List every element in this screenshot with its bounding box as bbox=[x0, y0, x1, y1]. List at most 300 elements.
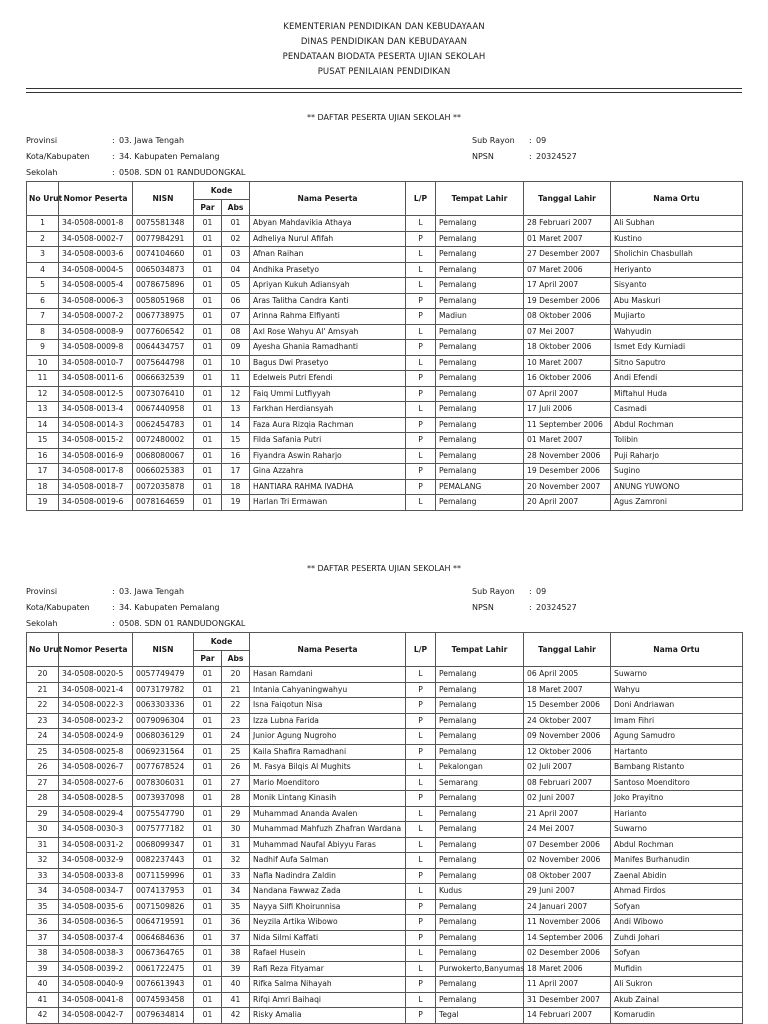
col-nama-peserta: Nama Peserta bbox=[250, 182, 406, 216]
col-nisn: NISN bbox=[133, 182, 194, 216]
cell-kode-par: 01 bbox=[194, 806, 222, 822]
cell-nama-ortu: Abdul Rochman bbox=[611, 417, 743, 433]
cell-tempat-lahir: Pemalang bbox=[436, 371, 524, 387]
cell-kode-par: 01 bbox=[194, 479, 222, 495]
cell-nama-peserta: Rafi Reza Fityamar bbox=[250, 961, 406, 977]
cell-nama-peserta: Nadhif Aufa Salman bbox=[250, 853, 406, 869]
cell-tempat-lahir: Pemalang bbox=[436, 340, 524, 356]
cell-nama-ortu: Komarudin bbox=[611, 1008, 743, 1024]
cell-nama-ortu: Agus Zamroni bbox=[611, 495, 743, 511]
cell-tempat-lahir: Pemalang bbox=[436, 915, 524, 931]
cell-nisn: 0064684636 bbox=[133, 930, 194, 946]
cell-nomor-peserta: 34-0508-0026-7 bbox=[59, 760, 133, 776]
cell-tempat-lahir: Pemalang bbox=[436, 464, 524, 480]
cell-lp: L bbox=[406, 822, 436, 838]
cell-tanggal-lahir: 07 Desember 2006 bbox=[524, 837, 611, 853]
colon: : bbox=[529, 152, 532, 161]
table-row bbox=[27, 853, 743, 869]
cell-kode-par: 01 bbox=[194, 760, 222, 776]
cell-nomor-peserta: 34-0508-0040-9 bbox=[59, 977, 133, 993]
cell-kode-abs: 03 bbox=[222, 247, 250, 263]
cell-nama-ortu: Bambang Ristanto bbox=[611, 760, 743, 776]
cell-nisn: 0077678524 bbox=[133, 760, 194, 776]
cell-nomor-peserta: 34-0508-0009-8 bbox=[59, 340, 133, 356]
cell-tempat-lahir: Pemalang bbox=[436, 853, 524, 869]
cell-nama-ortu: Harianto bbox=[611, 806, 743, 822]
cell-nama-ortu: Ali Subhan bbox=[611, 216, 743, 232]
cell-nama-peserta: Nandana Fawwaz Zada bbox=[250, 884, 406, 900]
cell-nama-peserta: M. Fasya Bilqis Al Mughits bbox=[250, 760, 406, 776]
table-row bbox=[27, 355, 743, 371]
cell-lp: L bbox=[406, 278, 436, 294]
cell-nisn: 0075547790 bbox=[133, 806, 194, 822]
cell-no-urut: 4 bbox=[27, 262, 59, 278]
cell-kode-par: 01 bbox=[194, 371, 222, 387]
table-row bbox=[27, 402, 743, 418]
table-row bbox=[27, 247, 743, 263]
cell-nisn: 0067738975 bbox=[133, 309, 194, 325]
col-par: Par bbox=[194, 200, 222, 216]
cell-tanggal-lahir: 17 Juli 2006 bbox=[524, 402, 611, 418]
cell-kode-par: 01 bbox=[194, 386, 222, 402]
cell-nama-ortu: Wahyudin bbox=[611, 324, 743, 340]
cell-tanggal-lahir: 11 November 2006 bbox=[524, 915, 611, 931]
table-row bbox=[27, 884, 743, 900]
cell-nama-ortu: Ismet Edy Kurniadi bbox=[611, 340, 743, 356]
cell-tempat-lahir: Pemalang bbox=[436, 977, 524, 993]
cell-lp: P bbox=[406, 791, 436, 807]
cell-tempat-lahir: Pemalang bbox=[436, 946, 524, 962]
cell-tempat-lahir: Pemalang bbox=[436, 495, 524, 511]
colon: : bbox=[112, 152, 115, 161]
cell-nama-ortu: Suwarno bbox=[611, 667, 743, 683]
header-line-pendataan: PENDATAAN BIODATA PESERTA UJIAN SEKOLAH bbox=[282, 52, 486, 62]
table-row bbox=[27, 713, 743, 729]
cell-kode-abs: 16 bbox=[222, 448, 250, 464]
cell-tanggal-lahir: 02 Desember 2006 bbox=[524, 946, 611, 962]
cell-tempat-lahir: Pemalang bbox=[436, 822, 524, 838]
cell-nama-ortu: Miftahul Huda bbox=[611, 386, 743, 402]
cell-tempat-lahir: Pemalang bbox=[436, 386, 524, 402]
table-row bbox=[27, 309, 743, 325]
cell-tanggal-lahir: 24 Januari 2007 bbox=[524, 899, 611, 915]
cell-tempat-lahir: Pemalang bbox=[436, 682, 524, 698]
cell-no-urut: 7 bbox=[27, 309, 59, 325]
cell-no-urut: 1 bbox=[27, 216, 59, 232]
cell-no-urut: 39 bbox=[27, 961, 59, 977]
cell-lp: P bbox=[406, 977, 436, 993]
cell-nama-peserta: HANTIARA RAHMA IVADHA bbox=[250, 479, 406, 495]
colon: : bbox=[112, 168, 115, 177]
cell-no-urut: 20 bbox=[27, 667, 59, 683]
cell-nama-peserta: Apriyan Kukuh Adiansyah bbox=[250, 278, 406, 294]
cell-tanggal-lahir: 15 Desember 2006 bbox=[524, 698, 611, 714]
cell-no-urut: 24 bbox=[27, 729, 59, 745]
cell-kode-abs: 29 bbox=[222, 806, 250, 822]
col-nama-ortu: Nama Ortu bbox=[611, 182, 743, 216]
cell-nomor-peserta: 34-0508-0039-2 bbox=[59, 961, 133, 977]
cell-lp: P bbox=[406, 293, 436, 309]
participant-table bbox=[26, 181, 743, 511]
cell-tanggal-lahir: 08 Oktober 2006 bbox=[524, 309, 611, 325]
cell-nisn: 0078675896 bbox=[133, 278, 194, 294]
cell-nisn: 0075644798 bbox=[133, 355, 194, 371]
cell-nama-peserta: Afnan Raihan bbox=[250, 247, 406, 263]
cell-tanggal-lahir: 02 Juli 2007 bbox=[524, 760, 611, 776]
cell-tempat-lahir: Pekalongan bbox=[436, 760, 524, 776]
cell-kode-par: 01 bbox=[194, 744, 222, 760]
cell-nama-peserta: Mario Moenditoro bbox=[250, 775, 406, 791]
cell-nama-peserta: Edelweis Putri Efendi bbox=[250, 371, 406, 387]
cell-nisn: 0058051968 bbox=[133, 293, 194, 309]
cell-lp: P bbox=[406, 433, 436, 449]
cell-nisn: 0079096304 bbox=[133, 713, 194, 729]
cell-tanggal-lahir: 24 Oktober 2007 bbox=[524, 713, 611, 729]
cell-nomor-peserta: 34-0508-0029-4 bbox=[59, 806, 133, 822]
cell-nisn: 0067364765 bbox=[133, 946, 194, 962]
cell-nama-ortu: Heriyanto bbox=[611, 262, 743, 278]
cell-no-urut: 34 bbox=[27, 884, 59, 900]
cell-nama-ortu: Joko Prayitno bbox=[611, 791, 743, 807]
table-row bbox=[27, 682, 743, 698]
cell-tempat-lahir: Pemalang bbox=[436, 667, 524, 683]
cell-tempat-lahir: Kudus bbox=[436, 884, 524, 900]
cell-nisn: 0072480002 bbox=[133, 433, 194, 449]
table-row bbox=[27, 340, 743, 356]
cell-tanggal-lahir: 20 April 2007 bbox=[524, 495, 611, 511]
sekolah-label: Sekolah bbox=[26, 619, 58, 628]
cell-nomor-peserta: 34-0508-0031-2 bbox=[59, 837, 133, 853]
cell-no-urut: 30 bbox=[27, 822, 59, 838]
cell-nama-ortu: Abu Maskuri bbox=[611, 293, 743, 309]
cell-nisn: 0071159996 bbox=[133, 868, 194, 884]
colon: : bbox=[112, 136, 115, 145]
cell-lp: L bbox=[406, 946, 436, 962]
cell-kode-abs: 23 bbox=[222, 713, 250, 729]
cell-tanggal-lahir: 08 Februari 2007 bbox=[524, 775, 611, 791]
cell-nomor-peserta: 34-0508-0012-5 bbox=[59, 386, 133, 402]
cell-nomor-peserta: 34-0508-0027-6 bbox=[59, 775, 133, 791]
colon: : bbox=[529, 587, 532, 596]
cell-tempat-lahir: Pemalang bbox=[436, 448, 524, 464]
cell-nama-ortu: Sugino bbox=[611, 464, 743, 480]
cell-nama-ortu: Zaenal Abidin bbox=[611, 868, 743, 884]
cell-lp: P bbox=[406, 1008, 436, 1024]
cell-kode-par: 01 bbox=[194, 713, 222, 729]
cell-tempat-lahir: Pemalang bbox=[436, 216, 524, 232]
col-par: Par bbox=[194, 651, 222, 667]
cell-kode-abs: 41 bbox=[222, 992, 250, 1008]
kota-value: 34. Kabupaten Pemalang bbox=[119, 603, 220, 612]
cell-tanggal-lahir: 18 Oktober 2006 bbox=[524, 340, 611, 356]
cell-lp: P bbox=[406, 682, 436, 698]
cell-tempat-lahir: Pemalang bbox=[436, 355, 524, 371]
cell-lp: L bbox=[406, 448, 436, 464]
cell-tanggal-lahir: 07 Maret 2006 bbox=[524, 262, 611, 278]
cell-kode-abs: 31 bbox=[222, 837, 250, 853]
cell-kode-par: 01 bbox=[194, 899, 222, 915]
cell-kode-abs: 15 bbox=[222, 433, 250, 449]
participant-table bbox=[26, 632, 743, 1024]
cell-nama-peserta: Junior Agung Nugroho bbox=[250, 729, 406, 745]
cell-no-urut: 10 bbox=[27, 355, 59, 371]
cell-nomor-peserta: 34-0508-0005-4 bbox=[59, 278, 133, 294]
cell-lp: P bbox=[406, 386, 436, 402]
cell-nisn: 0064434757 bbox=[133, 340, 194, 356]
cell-tempat-lahir: Pemalang bbox=[436, 930, 524, 946]
cell-lp: L bbox=[406, 961, 436, 977]
cell-kode-abs: 36 bbox=[222, 915, 250, 931]
header-divider-top bbox=[26, 88, 742, 89]
cell-nisn: 0071509826 bbox=[133, 899, 194, 915]
cell-lp: P bbox=[406, 899, 436, 915]
cell-kode-abs: 24 bbox=[222, 729, 250, 745]
cell-kode-abs: 26 bbox=[222, 760, 250, 776]
table-row bbox=[27, 946, 743, 962]
cell-tempat-lahir: Pemalang bbox=[436, 992, 524, 1008]
cell-kode-abs: 21 bbox=[222, 682, 250, 698]
cell-no-urut: 16 bbox=[27, 448, 59, 464]
cell-kode-par: 01 bbox=[194, 946, 222, 962]
cell-kode-abs: 30 bbox=[222, 822, 250, 838]
colon: : bbox=[529, 603, 532, 612]
cell-kode-abs: 35 bbox=[222, 899, 250, 915]
cell-nama-ortu: Ali Sukron bbox=[611, 977, 743, 993]
cell-kode-par: 01 bbox=[194, 448, 222, 464]
cell-tanggal-lahir: 29 Juni 2007 bbox=[524, 884, 611, 900]
cell-tempat-lahir: Pemalang bbox=[436, 262, 524, 278]
cell-kode-abs: 37 bbox=[222, 930, 250, 946]
table-row bbox=[27, 961, 743, 977]
header-line-ministry: KEMENTERIAN PENDIDIKAN DAN KEBUDAYAAN bbox=[283, 22, 485, 32]
table-row bbox=[27, 262, 743, 278]
cell-tanggal-lahir: 11 April 2007 bbox=[524, 977, 611, 993]
cell-nisn: 0064719591 bbox=[133, 915, 194, 931]
cell-kode-par: 01 bbox=[194, 278, 222, 294]
cell-nama-peserta: Izza Lubna Farida bbox=[250, 713, 406, 729]
cell-nama-peserta: Nida Silmi Kaffati bbox=[250, 930, 406, 946]
cell-nama-peserta: Faiq Ummi Lutfiyyah bbox=[250, 386, 406, 402]
cell-kode-abs: 28 bbox=[222, 791, 250, 807]
provinsi-value: 03. Jawa Tengah bbox=[119, 136, 185, 145]
cell-nomor-peserta: 34-0508-0018-7 bbox=[59, 479, 133, 495]
cell-kode-par: 01 bbox=[194, 293, 222, 309]
cell-lp: L bbox=[406, 992, 436, 1008]
cell-nama-peserta: Neyzila Artika Wibowo bbox=[250, 915, 406, 931]
cell-kode-par: 01 bbox=[194, 682, 222, 698]
cell-nisn: 0073937098 bbox=[133, 791, 194, 807]
cell-no-urut: 35 bbox=[27, 899, 59, 915]
table-row bbox=[27, 930, 743, 946]
cell-no-urut: 28 bbox=[27, 791, 59, 807]
colon: : bbox=[112, 587, 115, 596]
cell-tanggal-lahir: 14 September 2006 bbox=[524, 930, 611, 946]
header-divider-bottom bbox=[26, 92, 742, 93]
cell-nama-ortu: Andi Efendi bbox=[611, 371, 743, 387]
cell-nama-ortu: Hartanto bbox=[611, 744, 743, 760]
npsn-label: NPSN bbox=[472, 603, 494, 612]
cell-nama-ortu: Doni Andriawan bbox=[611, 698, 743, 714]
cell-tempat-lahir: Pemalang bbox=[436, 247, 524, 263]
kota-value: 34. Kabupaten Pemalang bbox=[119, 152, 220, 161]
cell-kode-par: 01 bbox=[194, 775, 222, 791]
cell-lp: P bbox=[406, 340, 436, 356]
cell-lp: P bbox=[406, 698, 436, 714]
cell-lp: P bbox=[406, 713, 436, 729]
cell-nama-ortu: Andi Wibowo bbox=[611, 915, 743, 931]
table-row bbox=[27, 744, 743, 760]
cell-nama-peserta: Farkhan Herdiansyah bbox=[250, 402, 406, 418]
cell-no-urut: 37 bbox=[27, 930, 59, 946]
cell-kode-par: 01 bbox=[194, 992, 222, 1008]
cell-no-urut: 33 bbox=[27, 868, 59, 884]
cell-nama-ortu: Suwarno bbox=[611, 822, 743, 838]
cell-tanggal-lahir: 02 Juni 2007 bbox=[524, 791, 611, 807]
cell-nisn: 0078306031 bbox=[133, 775, 194, 791]
cell-nisn: 0075777182 bbox=[133, 822, 194, 838]
provinsi-label: Provinsi bbox=[26, 587, 58, 596]
cell-kode-abs: 32 bbox=[222, 853, 250, 869]
cell-nisn: 0076613943 bbox=[133, 977, 194, 993]
cell-nama-peserta: Muhammad Naufal Abiyyu Faras bbox=[250, 837, 406, 853]
cell-nisn: 0066025383 bbox=[133, 464, 194, 480]
cell-nama-peserta: Andhika Prasetyo bbox=[250, 262, 406, 278]
cell-kode-par: 01 bbox=[194, 216, 222, 232]
table-row bbox=[27, 433, 743, 449]
cell-lp: L bbox=[406, 667, 436, 683]
table-row bbox=[27, 324, 743, 340]
cell-kode-par: 01 bbox=[194, 698, 222, 714]
cell-nomor-peserta: 34-0508-0002-7 bbox=[59, 231, 133, 247]
cell-kode-par: 01 bbox=[194, 853, 222, 869]
cell-nomor-peserta: 34-0508-0035-6 bbox=[59, 899, 133, 915]
table-row bbox=[27, 791, 743, 807]
cell-nama-ortu: Casmadi bbox=[611, 402, 743, 418]
cell-lp: P bbox=[406, 744, 436, 760]
cell-no-urut: 8 bbox=[27, 324, 59, 340]
cell-tanggal-lahir: 10 Maret 2007 bbox=[524, 355, 611, 371]
table-row bbox=[27, 915, 743, 931]
cell-lp: L bbox=[406, 216, 436, 232]
cell-nomor-peserta: 34-0508-0022-3 bbox=[59, 698, 133, 714]
cell-tanggal-lahir: 17 April 2007 bbox=[524, 278, 611, 294]
provinsi-label: Provinsi bbox=[26, 136, 58, 145]
npsn-label: NPSN bbox=[472, 152, 494, 161]
cell-nomor-peserta: 34-0508-0016-9 bbox=[59, 448, 133, 464]
cell-no-urut: 5 bbox=[27, 278, 59, 294]
cell-kode-par: 01 bbox=[194, 262, 222, 278]
subrayon-label: Sub Rayon bbox=[472, 587, 515, 596]
cell-nomor-peserta: 34-0508-0036-5 bbox=[59, 915, 133, 931]
cell-no-urut: 22 bbox=[27, 698, 59, 714]
table-row bbox=[27, 868, 743, 884]
table-row bbox=[27, 667, 743, 683]
cell-kode-abs: 34 bbox=[222, 884, 250, 900]
cell-nama-ortu: Manifes Burhanudin bbox=[611, 853, 743, 869]
cell-no-urut: 12 bbox=[27, 386, 59, 402]
cell-lp: P bbox=[406, 464, 436, 480]
cell-nomor-peserta: 34-0508-0038-3 bbox=[59, 946, 133, 962]
cell-kode-abs: 14 bbox=[222, 417, 250, 433]
cell-kode-par: 01 bbox=[194, 915, 222, 931]
table-row bbox=[27, 837, 743, 853]
cell-kode-par: 01 bbox=[194, 247, 222, 263]
cell-lp: P bbox=[406, 231, 436, 247]
cell-kode-par: 01 bbox=[194, 977, 222, 993]
document-header bbox=[0, 20, 768, 80]
cell-nama-ortu: Mufidin bbox=[611, 961, 743, 977]
cell-no-urut: 2 bbox=[27, 231, 59, 247]
cell-no-urut: 23 bbox=[27, 713, 59, 729]
cell-tempat-lahir: Tegal bbox=[436, 1008, 524, 1024]
cell-tempat-lahir: Pemalang bbox=[436, 899, 524, 915]
cell-nama-peserta: Nafla Nadindra Zaldin bbox=[250, 868, 406, 884]
col-nisn: NISN bbox=[133, 633, 194, 667]
cell-nisn: 0078164659 bbox=[133, 495, 194, 511]
cell-no-urut: 13 bbox=[27, 402, 59, 418]
cell-tanggal-lahir: 16 Oktober 2006 bbox=[524, 371, 611, 387]
table-row bbox=[27, 822, 743, 838]
participant-section-1 bbox=[26, 111, 742, 511]
cell-kode-abs: 19 bbox=[222, 495, 250, 511]
cell-nama-ortu: Mujiarto bbox=[611, 309, 743, 325]
school-meta bbox=[26, 133, 742, 181]
col-nomor-peserta: Nomor Peserta bbox=[59, 182, 133, 216]
cell-lp: P bbox=[406, 868, 436, 884]
cell-nomor-peserta: 34-0508-0034-7 bbox=[59, 884, 133, 900]
cell-nama-ortu: Sisyanto bbox=[611, 278, 743, 294]
cell-tanggal-lahir: 01 Maret 2007 bbox=[524, 231, 611, 247]
table-row bbox=[27, 371, 743, 387]
cell-nisn: 0065034873 bbox=[133, 262, 194, 278]
cell-no-urut: 6 bbox=[27, 293, 59, 309]
cell-kode-abs: 39 bbox=[222, 961, 250, 977]
cell-kode-abs: 12 bbox=[222, 386, 250, 402]
cell-lp: P bbox=[406, 309, 436, 325]
cell-tanggal-lahir: 28 November 2006 bbox=[524, 448, 611, 464]
cell-nomor-peserta: 34-0508-0015-2 bbox=[59, 433, 133, 449]
table-row bbox=[27, 977, 743, 993]
cell-nomor-peserta: 34-0508-0019-6 bbox=[59, 495, 133, 511]
cell-nama-ortu: Tolibin bbox=[611, 433, 743, 449]
cell-nomor-peserta: 34-0508-0030-3 bbox=[59, 822, 133, 838]
cell-lp: L bbox=[406, 837, 436, 853]
cell-kode-abs: 22 bbox=[222, 698, 250, 714]
cell-no-urut: 18 bbox=[27, 479, 59, 495]
cell-lp: L bbox=[406, 884, 436, 900]
table-row bbox=[27, 760, 743, 776]
cell-nama-peserta: Axl Rose Wahyu Al' Amsyah bbox=[250, 324, 406, 340]
cell-tanggal-lahir: 07 April 2007 bbox=[524, 386, 611, 402]
cell-nama-peserta: Filda Safania Putri bbox=[250, 433, 406, 449]
cell-lp: P bbox=[406, 417, 436, 433]
cell-nomor-peserta: 34-0508-0003-6 bbox=[59, 247, 133, 263]
cell-kode-par: 01 bbox=[194, 868, 222, 884]
table-row bbox=[27, 1008, 743, 1024]
cell-tanggal-lahir: 18 Maret 2006 bbox=[524, 961, 611, 977]
cell-kode-abs: 02 bbox=[222, 231, 250, 247]
cell-kode-abs: 40 bbox=[222, 977, 250, 993]
cell-tanggal-lahir: 08 Oktober 2007 bbox=[524, 868, 611, 884]
sekolah-value: 0508. SDN 01 RANDUDONGKAL bbox=[119, 619, 246, 628]
cell-nisn: 0077984291 bbox=[133, 231, 194, 247]
cell-nomor-peserta: 34-0508-0010-7 bbox=[59, 355, 133, 371]
kota-label: Kota/Kabupaten bbox=[26, 152, 90, 161]
table-row bbox=[27, 464, 743, 480]
cell-kode-par: 01 bbox=[194, 340, 222, 356]
table-row bbox=[27, 698, 743, 714]
cell-no-urut: 41 bbox=[27, 992, 59, 1008]
